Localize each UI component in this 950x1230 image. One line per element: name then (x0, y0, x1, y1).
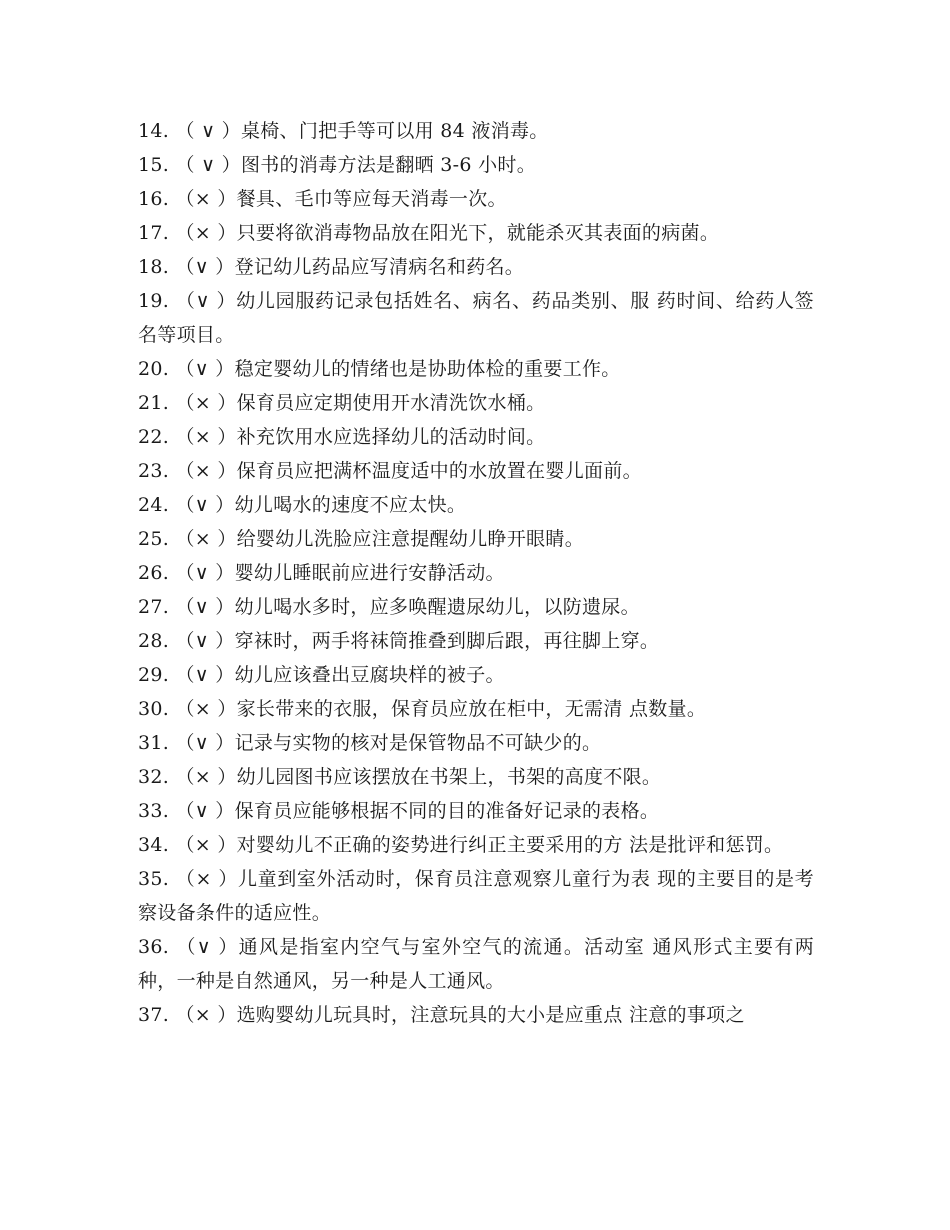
list-item: 34. （× ）对婴幼儿不正确的姿势进行纠正主要采用的方 法是批评和惩罚。 (138, 834, 784, 856)
list-item: 21. （× ）保育员应定期使用开水清洗饮水桶。 (138, 392, 546, 414)
list-item: 25. （× ）给婴幼儿洗脸应注意提醒幼儿睁开眼睛。 (138, 528, 585, 550)
list-item: 33. （∨ ）保育员应能够根据不同的目的准备好记录的表格。 (138, 800, 660, 822)
list-item: 30. （× ）家长带来的衣服，保育员应放在柜中，无需清 点数量。 (138, 698, 707, 720)
list-item: 27. （∨ ）幼儿喝水多时，应多唤醒遗尿幼儿，以防遗尿。 (138, 596, 640, 618)
list-item: 29. （∨ ）幼儿应该叠出豆腐块样的被子。 (138, 664, 505, 686)
list-item: 18. （∨ ）登记幼儿药品应写清病名和药名。 (138, 256, 525, 278)
list-item: 16. （× ）餐具、毛巾等应每天消毒一次。 (138, 188, 507, 210)
list-item: 17. （× ）只要将欲消毒物品放在阳光下，就能杀灭其表面的病菌。 (138, 222, 720, 244)
list-item: 31. （∨ ）记录与实物的核对是保管物品不可缺少的。 (138, 732, 602, 754)
list-item: 19. （∨ ）幼儿园服药记录包括姓名、病名、药品类别、服 药时间、给药人签名等项目。 (138, 290, 814, 346)
list-item: 35. （× ）儿童到室外活动时，保育员注意观察儿童行为表 现的主要目的是考察设备条件的适应性。 (138, 868, 814, 924)
list-item: 36. （∨ ）通风是指室内空气与室外空气的流通。活动室 通风形式主要有两种，一种是自然通风，另一种是人工通风。 (138, 936, 814, 992)
list-item: 15. （ ∨ ）图书的消毒方法是翻晒 3-6 小时。 (138, 154, 537, 176)
list-item: 32. （× ）幼儿园图书应该摆放在书架上，书架的高度不限。 (138, 766, 662, 788)
list-item: 24. （∨ ）幼儿喝水的速度不应太快。 (138, 494, 467, 516)
list-item: 28. （∨ ）穿袜时，两手将袜筒推叠到脚后跟，再往脚上穿。 (138, 630, 660, 652)
list-item: 26. （∨ ）婴幼儿睡眠前应进行安静活动。 (138, 562, 505, 584)
list-item: 20. （∨ ）稳定婴幼儿的情绪也是协助体检的重要工作。 (138, 358, 621, 380)
question-list (138, 114, 814, 1032)
list-item: 14. （ ∨ ）桌椅、门把手等可以用 84 液消毒。 (138, 120, 549, 142)
list-item: 22. （× ）补充饮用水应选择幼儿的活动时间。 (138, 426, 546, 448)
list-item: 23. （× ）保育员应把满杯温度适中的水放置在婴儿面前。 (138, 460, 642, 482)
list-item: 37. （× ）选购婴幼儿玩具时，注意玩具的大小是应重点 注意的事项之 (138, 1004, 745, 1026)
